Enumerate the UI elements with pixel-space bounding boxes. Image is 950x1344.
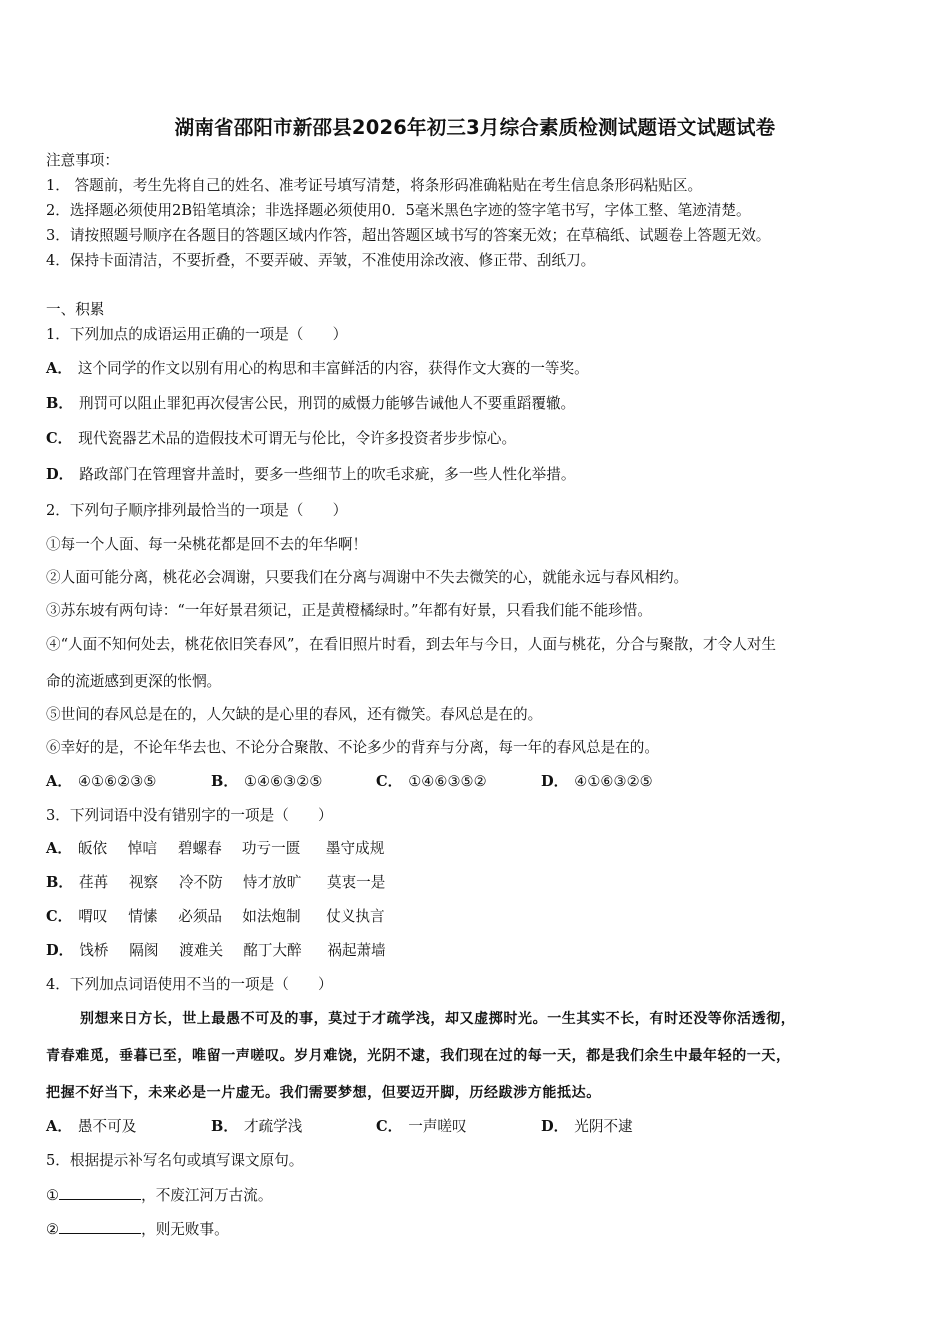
option-text: ④①⑥②③⑤: [77, 773, 157, 790]
option-label: A．: [46, 1118, 72, 1135]
word: 视察: [128, 874, 159, 891]
word: 莫衷一是: [326, 874, 386, 891]
word: 渡难关: [179, 942, 224, 959]
q1-option-d: [46, 465, 575, 485]
option-text: 这个同学的作文以别有用心的构思和丰富鲜活的内容，获得作文大赛的一等奖。: [77, 360, 589, 377]
word: 恃才放旷: [242, 874, 302, 891]
word: 功亏一匮: [241, 840, 301, 857]
q2-sentence: ②人面可能分离，桃花必会凋谢，只要我们在分离与凋谢中不失去微笑的心，就能永远与春风相约。: [46, 569, 689, 586]
page-title: 湖南省邵阳市新邵县2026年初三3月综合素质检测试题语文试题试卷: [174, 116, 776, 139]
q2-sentence: 命的流逝感到更深的怅惘。: [46, 673, 222, 690]
q4-passage-line: 把握不好当下，未来必是一片虚无。我们需要梦想，但要迈开脚，历经跋涉方能抵达。: [46, 1085, 601, 1101]
answer-blank[interactable]: [59, 1219, 141, 1234]
option-text: 路政部门在管理窨井盖时，要多一些细节上的吹毛求疵，多一些人性化举措。: [79, 466, 576, 483]
option-label: C．: [376, 1118, 403, 1135]
option-text: 一声嗟叹: [408, 1118, 467, 1135]
word: 酩丁大醉: [243, 942, 302, 959]
q5-item-2: [46, 1219, 229, 1240]
q4-passage-line: 别想来日方长，世上最愚不可及的事，莫过于才疏学浅，却又虚掷时光。一生其实不长，有时还没等你活透彻，: [80, 1011, 796, 1027]
option-text: 现代瓷器艺术品的造假技术可谓无与伦比，令许多投资者步步惊心。: [78, 430, 517, 447]
option-label: B．: [211, 773, 238, 790]
notice-item: 2．选择题必须使用2B铅笔填涂；非选择题必须使用0．5毫米黑色字迹的签字笔书写，字体工整、笔迹清楚。: [46, 202, 751, 219]
option-label: A．: [46, 360, 72, 377]
question-3-stem: 3．下列词语中没有错别字的一项是（ ）: [46, 807, 333, 824]
word: 荏苒: [78, 874, 109, 891]
q2-sentence: ①每一个人面、每一朵桃花都是回不去的年华啊！: [46, 536, 368, 553]
option-label: D．: [46, 942, 74, 959]
option-text: ①④⑥③⑤②: [408, 773, 487, 790]
option-text: 刑罚可以阻止罪犯再次侵害公民，刑罚的威慑力能够告诫他人不要重蹈覆辙。: [78, 395, 576, 412]
word: 情愫: [128, 908, 158, 925]
q1-option-b: [46, 394, 575, 414]
word: 如法炮制: [242, 908, 301, 925]
option-label: A．: [46, 773, 72, 790]
word: 必须品: [178, 908, 223, 925]
notice-item: 1． 答题前，考生先将自己的姓名、准考证号填写清楚，将条形码准确粘贴在考生信息条形码粘贴区。: [46, 177, 703, 194]
q2-sentence: ⑥幸好的是，不论年华去也、不论分合聚散、不论多少的背弃与分离，每一年的春风总是在的。: [46, 739, 659, 756]
word: 喟叹: [78, 908, 108, 925]
word: 碧螺春: [177, 840, 222, 857]
question-5-stem: 5．根据提示补写名句或填写课文原句。: [46, 1152, 304, 1169]
notice-item: 4．保持卡面清洁，不要折叠，不要弄破、弄皱，不准使用涂改液、修正带、刮纸刀。: [46, 252, 596, 269]
item-number: ①: [46, 1187, 60, 1204]
item-text: ，不废江河万古流。: [141, 1187, 273, 1204]
section-heading: 一、积累: [46, 301, 105, 318]
q5-item-1: [46, 1185, 272, 1206]
question-4-stem: 4．下列加点词语使用不当的一项是（ ）: [46, 976, 333, 993]
word: 隔阂: [129, 942, 159, 959]
q2-sentence: ④“人面不知何处去，桃花依旧笑春风”，在看旧照片时看，到去年与今日，人面与桃花，分合与聚散，才令人对生: [46, 636, 777, 653]
q3-option-b: [46, 873, 385, 893]
option-text: 光阴不逮: [574, 1118, 633, 1135]
q2-options: [46, 772, 653, 792]
q3-option-d: [46, 941, 386, 961]
q3-option-c: [46, 907, 385, 927]
option-label: D．: [541, 1118, 569, 1135]
q4-options: [46, 1117, 633, 1137]
option-text: ①④⑥③②⑤: [243, 773, 323, 790]
q2-sentence: ⑤世间的春风总是在的，人欠缺的是心里的春风，还有微笑。春风总是在的。: [46, 706, 543, 723]
option-label: C．: [46, 908, 73, 925]
option-label: B．: [211, 1118, 238, 1135]
word: 仗义执言: [326, 908, 385, 925]
q2-sentence: ③苏东坡有两句诗：“一年好景君须记，正是黄橙橘绿时。”年都有好景，只看我们能不能珍惜。: [46, 602, 652, 619]
question-2-stem: 2．下列句子顺序排列最恰当的一项是（ ）: [46, 502, 348, 519]
word: 墨守成规: [325, 840, 385, 857]
word: 饯桥: [79, 942, 109, 959]
item-text: ，则无败事。: [141, 1221, 229, 1238]
notice-heading: 注意事项：: [46, 152, 119, 169]
option-label: D．: [46, 466, 74, 483]
notice-item: 3．请按照题号顺序在各题目的答题区域内作答，超出答题区域书写的答案无效；在草稿纸、试题卷上答题无效。: [46, 227, 771, 244]
word: 祸起萧墙: [327, 942, 386, 959]
option-text: 才疏学浅: [243, 1118, 303, 1135]
q1-option-a: [46, 359, 589, 379]
option-label: C．: [376, 773, 403, 790]
option-text: ④①⑥③②⑤: [574, 773, 653, 790]
item-number: ②: [46, 1221, 60, 1238]
word: 悼唁: [127, 840, 158, 857]
option-label: B．: [46, 874, 73, 891]
option-label: D．: [541, 773, 569, 790]
word: 冷不防: [178, 874, 223, 891]
q3-option-a: [46, 839, 384, 859]
question-1-stem: 1．下列加点的成语运用正确的一项是（ ）: [46, 326, 348, 343]
option-label: A．: [46, 840, 72, 857]
q4-passage-line: 青春难觅，垂暮已至，唯留一声嗟叹。岁月难饶，光阴不逮，我们现在过的每一天，都是我们余生中最年轻的一天，: [46, 1048, 791, 1064]
answer-blank[interactable]: [59, 1185, 141, 1200]
option-text: 愚不可及: [77, 1118, 137, 1135]
option-label: C．: [46, 430, 73, 447]
q1-option-c: [46, 429, 516, 449]
option-label: B．: [46, 395, 73, 412]
word: 皈依: [77, 840, 108, 857]
